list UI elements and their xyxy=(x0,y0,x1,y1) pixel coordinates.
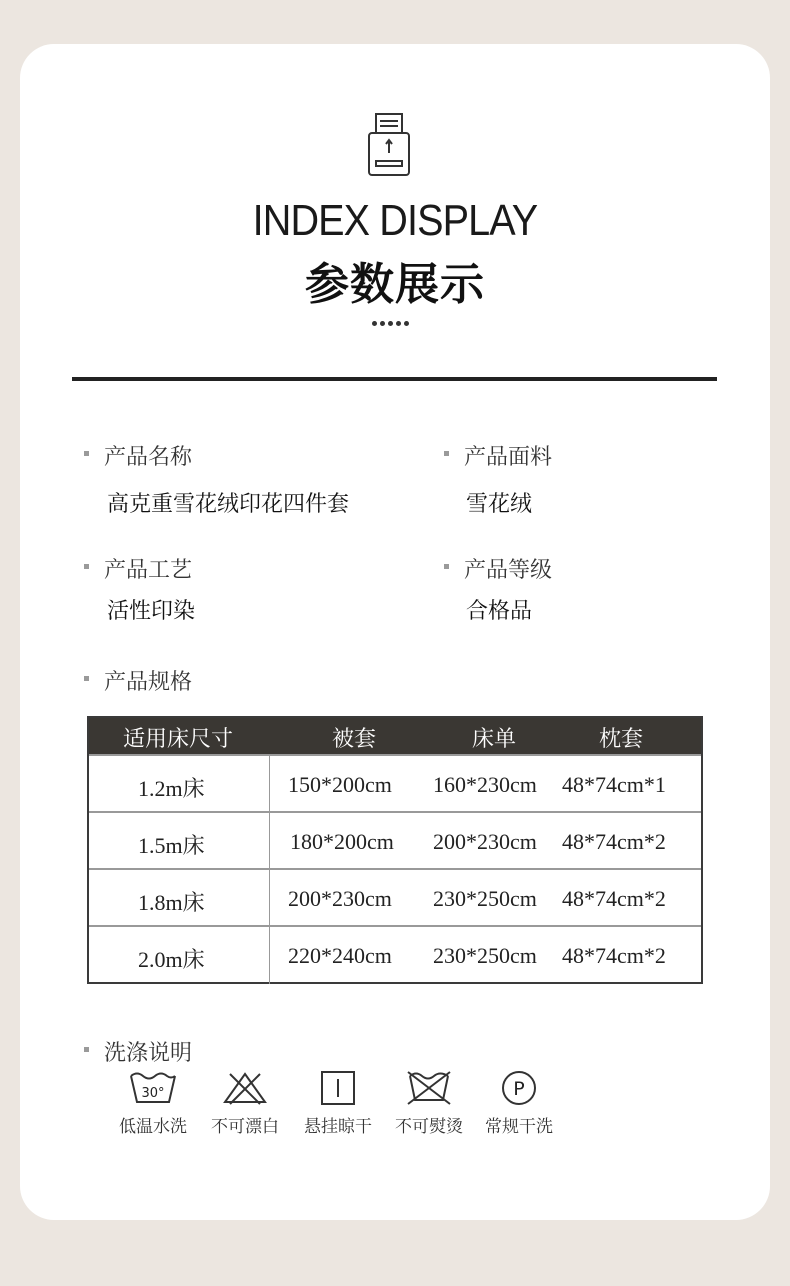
care-item xyxy=(476,1070,562,1137)
product-fabric-value: 雪花绒 xyxy=(466,492,533,517)
product-craft-value: 活性印染 xyxy=(107,599,196,624)
care-item xyxy=(386,1070,472,1137)
care-caption: 低温水洗 xyxy=(119,1117,187,1137)
section-divider xyxy=(72,377,717,381)
product-name-value: 高克重雪花绒印花四件套 xyxy=(107,492,350,517)
table-row xyxy=(89,811,701,868)
cell-duvet: 220*240cm xyxy=(288,943,392,968)
cell-duvet: 180*200cm xyxy=(290,829,394,854)
care-caption: 不可漂白 xyxy=(211,1117,279,1137)
document-icon xyxy=(367,111,411,177)
dry-clean-icon xyxy=(494,1070,544,1106)
care-caption: 悬挂晾干 xyxy=(304,1117,372,1137)
decorative-dots xyxy=(372,321,409,326)
cell-sheet: 230*250cm xyxy=(433,943,537,968)
care-item xyxy=(110,1070,196,1137)
col-header-pillowcase: 枕套 xyxy=(599,727,644,752)
table-header xyxy=(89,718,701,754)
product-name-label: 产品名称 xyxy=(104,440,192,471)
cell-pillowcase: 48*74cm*2 xyxy=(562,943,666,968)
product-grade-value: 合格品 xyxy=(466,599,533,624)
cell-sheet: 230*250cm xyxy=(433,886,537,911)
cell-pillowcase: 48*74cm*2 xyxy=(562,829,666,854)
care-caption: 常规干洗 xyxy=(485,1117,553,1137)
col-header-duvet: 被套 xyxy=(332,727,377,752)
spec-table xyxy=(87,716,703,984)
care-item xyxy=(202,1070,288,1137)
table-row xyxy=(89,868,701,925)
cell-sheet: 160*230cm xyxy=(433,772,537,797)
col-header-bed-size: 适用床尺寸 xyxy=(123,727,234,752)
no-bleach-icon xyxy=(220,1070,270,1106)
cell-bed-size: 1.2m床 xyxy=(138,776,205,801)
cell-bed-size: 1.8m床 xyxy=(138,890,205,915)
cell-duvet: 200*230cm xyxy=(288,886,392,911)
table-row xyxy=(89,754,701,811)
cell-bed-size: 2.0m床 xyxy=(138,947,205,972)
cell-pillowcase: 48*74cm*1 xyxy=(562,772,666,797)
care-item xyxy=(295,1070,381,1137)
title-chinese: 参数展示 xyxy=(305,259,485,310)
care-icons-row xyxy=(110,1070,580,1150)
svg-text:P: P xyxy=(513,1078,525,1100)
cell-duvet: 150*200cm xyxy=(288,772,392,797)
care-caption: 不可熨烫 xyxy=(395,1117,463,1137)
product-craft-label: 产品工艺 xyxy=(104,553,192,584)
product-spec-label: 产品规格 xyxy=(104,665,192,696)
col-header-sheet: 床单 xyxy=(472,727,517,752)
svg-text:30°: 30° xyxy=(141,1086,165,1101)
product-fabric-label: 产品面料 xyxy=(464,440,552,471)
hang-dry-icon xyxy=(313,1070,363,1106)
title-english: INDEX DISPLAY xyxy=(252,196,538,245)
care-instructions-label: 洗涤说明 xyxy=(104,1036,192,1067)
product-grade-label: 产品等级 xyxy=(464,553,552,584)
cell-bed-size: 1.5m床 xyxy=(138,833,205,858)
table-row xyxy=(89,925,701,982)
cell-sheet: 200*230cm xyxy=(433,829,537,854)
cell-pillowcase: 48*74cm*2 xyxy=(562,886,666,911)
no-iron-icon xyxy=(404,1070,454,1106)
table-column-divider xyxy=(269,754,270,984)
wash-30-icon xyxy=(128,1070,178,1106)
